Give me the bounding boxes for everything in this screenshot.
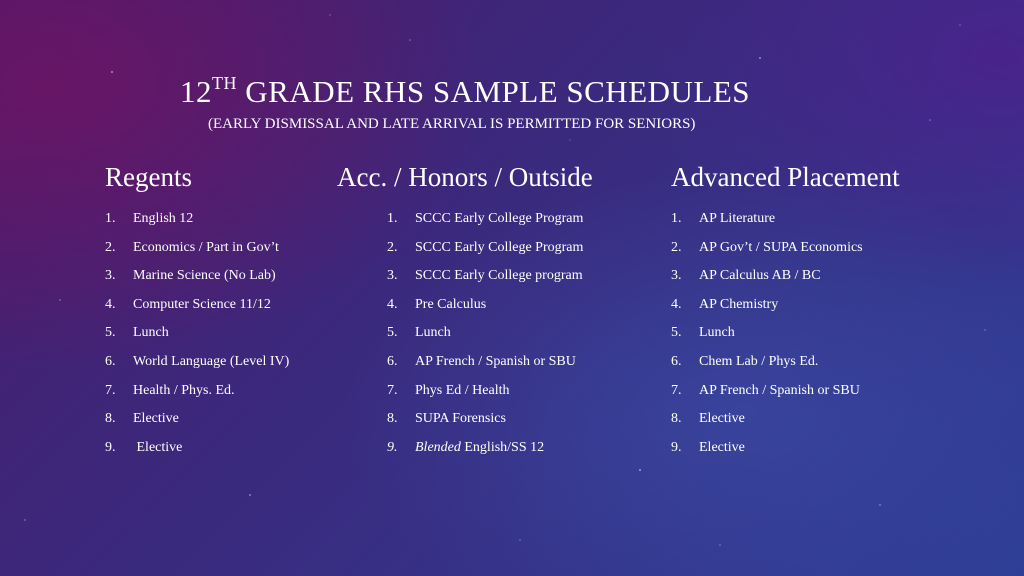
item-text: [415, 438, 544, 458]
column-advanced-placement: [671, 162, 900, 466]
item-text: Marine Science (No Lab): [133, 268, 276, 284]
list-item: [337, 209, 593, 238]
item-text: Economics / Part in Gov’t: [133, 239, 279, 255]
item-text: Lunch: [133, 325, 169, 341]
item-number: 4.: [105, 296, 116, 312]
item-text: Elective: [699, 411, 745, 427]
item-text: SCCC Early College Program: [415, 239, 584, 255]
list-item: [105, 352, 290, 381]
list-item: [105, 381, 235, 410]
item-number: 4.: [387, 296, 398, 312]
column-heading: Regents: [105, 162, 192, 192]
schedule-list: [105, 209, 290, 466]
item-number: 7.: [387, 382, 398, 398]
list-item: [671, 352, 900, 381]
list-item: [105, 438, 192, 467]
page-title: [180, 73, 751, 109]
item-text: Chem Lab / Phys Ed.: [699, 353, 819, 369]
list-item: [671, 209, 900, 238]
item-number: 9.: [105, 439, 116, 455]
title-superscript: TH: [212, 73, 237, 93]
item-text: Lunch: [415, 325, 451, 341]
list-item: [337, 381, 593, 410]
item-number: 6.: [671, 353, 682, 369]
list-item: [105, 323, 192, 352]
item-text: AP French / Spanish or SBU: [415, 353, 576, 369]
item-number: 3.: [387, 268, 398, 284]
item-text: SCCC Early College Program: [415, 211, 584, 226]
item-text: AP Calculus AB / BC: [699, 268, 821, 284]
item-number: 6.: [105, 353, 116, 369]
item-text: SUPA Forensics: [415, 411, 506, 427]
item-text: AP Chemistry: [699, 296, 779, 312]
page-subtitle: (EARLY DISMISSAL AND LATE ARRIVAL IS PERMITTED FOR SENIORS): [208, 116, 696, 132]
item-text: Computer Science 11/12: [133, 296, 271, 312]
list-item: [671, 238, 900, 267]
item-text: AP Literature: [699, 211, 776, 226]
item-text: Elective: [133, 439, 183, 455]
item-text: World Language (Level IV): [133, 353, 290, 369]
item-text-italic: Blended: [415, 439, 461, 455]
list-item: [105, 409, 192, 438]
item-number: 2.: [671, 239, 682, 255]
item-number: 3.: [105, 268, 116, 284]
item-text: AP French / Spanish or SBU: [699, 382, 860, 398]
list-item: [105, 209, 192, 238]
list-item: [671, 438, 900, 467]
list-item: [337, 238, 593, 267]
item-number: 8.: [105, 411, 116, 427]
column-heading: Acc. / Honors / Outside: [337, 162, 593, 192]
list-item: [337, 438, 593, 467]
item-text: Pre Calculus: [415, 296, 487, 312]
item-number: 1.: [387, 211, 398, 226]
item-text: Lunch: [699, 325, 735, 341]
item-number: 5.: [671, 325, 682, 341]
schedule-list: [671, 209, 900, 466]
item-number: 2.: [105, 239, 116, 255]
item-number: 1.: [105, 211, 116, 226]
list-item: [671, 409, 900, 438]
title-number: 12: [180, 74, 212, 109]
item-number: 7.: [671, 382, 682, 398]
list-item: [337, 409, 593, 438]
column-acc-honors-outside: [337, 162, 593, 466]
item-number: 4.: [671, 296, 682, 312]
list-item: [671, 381, 900, 410]
item-number: 8.: [671, 411, 682, 427]
item-number: 2.: [387, 239, 398, 255]
list-item: [105, 238, 279, 267]
item-text: AP Gov’t / SUPA Economics: [699, 239, 863, 255]
list-item: [337, 352, 593, 381]
item-text-rest: English/SS 12: [460, 439, 545, 455]
column-heading: Advanced Placement: [671, 162, 900, 192]
item-number: 7.: [105, 382, 116, 398]
item-number: 9.: [671, 439, 682, 455]
item-number: 8.: [387, 411, 398, 427]
column-regents: [105, 162, 290, 466]
list-item: [337, 295, 593, 324]
item-text: SCCC Early College program: [415, 268, 583, 284]
schedule-list: [337, 209, 593, 466]
item-number: 5.: [105, 325, 116, 341]
title-text: GRADE RHS SAMPLE SCHEDULES: [237, 74, 751, 109]
item-text: English 12: [133, 211, 194, 226]
item-number: 3.: [671, 268, 682, 284]
list-item: [105, 266, 276, 295]
item-number: 5.: [387, 325, 398, 341]
item-number: 1.: [671, 211, 682, 226]
item-text: Phys Ed / Health: [415, 382, 510, 398]
list-item: [671, 295, 900, 324]
item-number: 9.: [387, 439, 398, 455]
list-item: [105, 295, 271, 324]
item-text: Elective: [133, 411, 179, 427]
list-item: [337, 266, 593, 295]
list-item: [671, 323, 900, 352]
list-item: [337, 323, 593, 352]
item-number: 6.: [387, 353, 398, 369]
item-text: Health / Phys. Ed.: [133, 382, 235, 398]
list-item: [671, 266, 900, 295]
item-text: Elective: [699, 439, 745, 455]
